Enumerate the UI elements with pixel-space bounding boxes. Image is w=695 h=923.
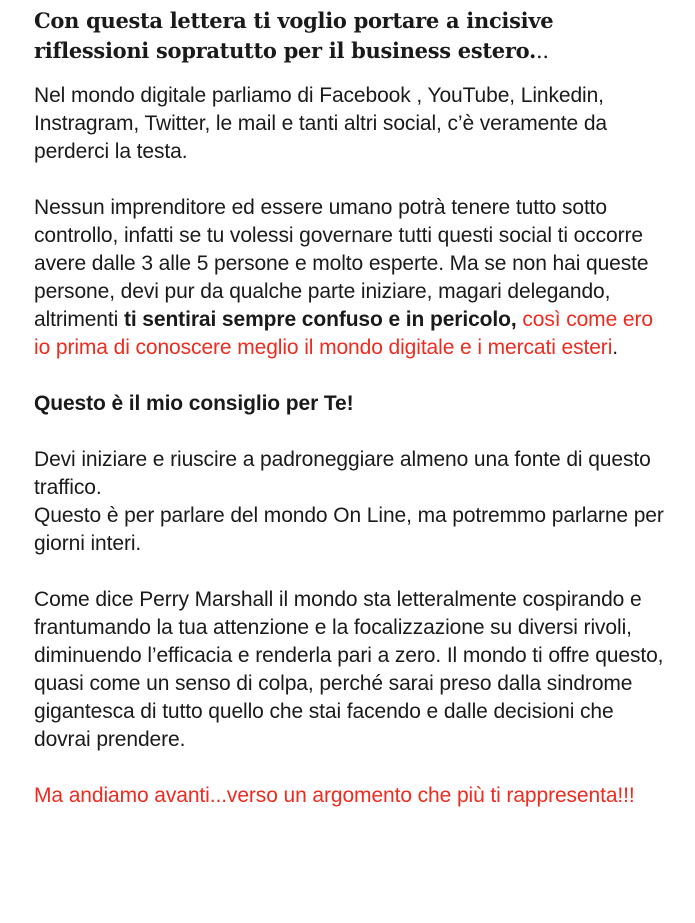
paragraph-control-bold: ti sentirai sempre confuso e in pericolo, xyxy=(123,308,517,331)
paragraph-traffic xyxy=(34,446,674,558)
headline-line-2: riflessioni sopratutto per il business estero. xyxy=(34,38,536,63)
paragraph-social-media: Nel mondo digitale parliamo di Facebook , YouTube, Linkedin, Instragram, Twitter, le mail e tanti altri social, c’è veramente da perderci la testa. xyxy=(34,84,607,163)
advice-heading: Questo è il mio consiglio per Te! xyxy=(34,392,354,415)
letter-body xyxy=(34,6,674,810)
paragraph-traffic-line-2: Questo è per parlare del mondo On Line, ma potremmo parlarne per giorni interi. xyxy=(34,504,664,555)
headline-line-1: Con questa lettera ti voglio portare a incisive xyxy=(34,8,554,33)
headline xyxy=(34,6,674,66)
paragraph-control xyxy=(34,194,674,362)
closing-highlight: Ma andiamo avanti...verso un argomento che più ti rappresenta!!! xyxy=(34,784,635,807)
paragraph-traffic-line-1: Devi iniziare e riuscire a padroneggiare almeno una fonte di questo traffico. xyxy=(34,448,651,499)
headline-ellipsis: .. xyxy=(535,39,549,63)
paragraph-control-text: Nessun imprenditore ed essere umano potrà tenere tutto sotto controllo, infatti se tu volessi governare tutti questi social ti occorre avere dalle 3 alle 5 persone e molto esperte. Ma se non hai queste persone, devi pur da qualche parte iniziare, magari delegando, altrimenti xyxy=(34,196,649,331)
paragraph-perry-marshall: Come dice Perry Marshall il mondo sta letteralmente cospirando e frantumando la tua attenzione e la focalizzazione su diversi rivoli, diminuendo l’efficacia e renderla pari a zero. Il mondo ti offre questo, quasi come un senso di colpa, perché sarai preso dalla sindrome gigantesca di tutto quello che stai facendo e dalle decisioni che dovrai prendere. xyxy=(34,588,664,751)
paragraph-control-highlight: così come ero io prima di conoscere meglio il mondo digitale e i mercati esteri xyxy=(34,308,653,359)
paragraph-control-end: . xyxy=(612,336,619,359)
